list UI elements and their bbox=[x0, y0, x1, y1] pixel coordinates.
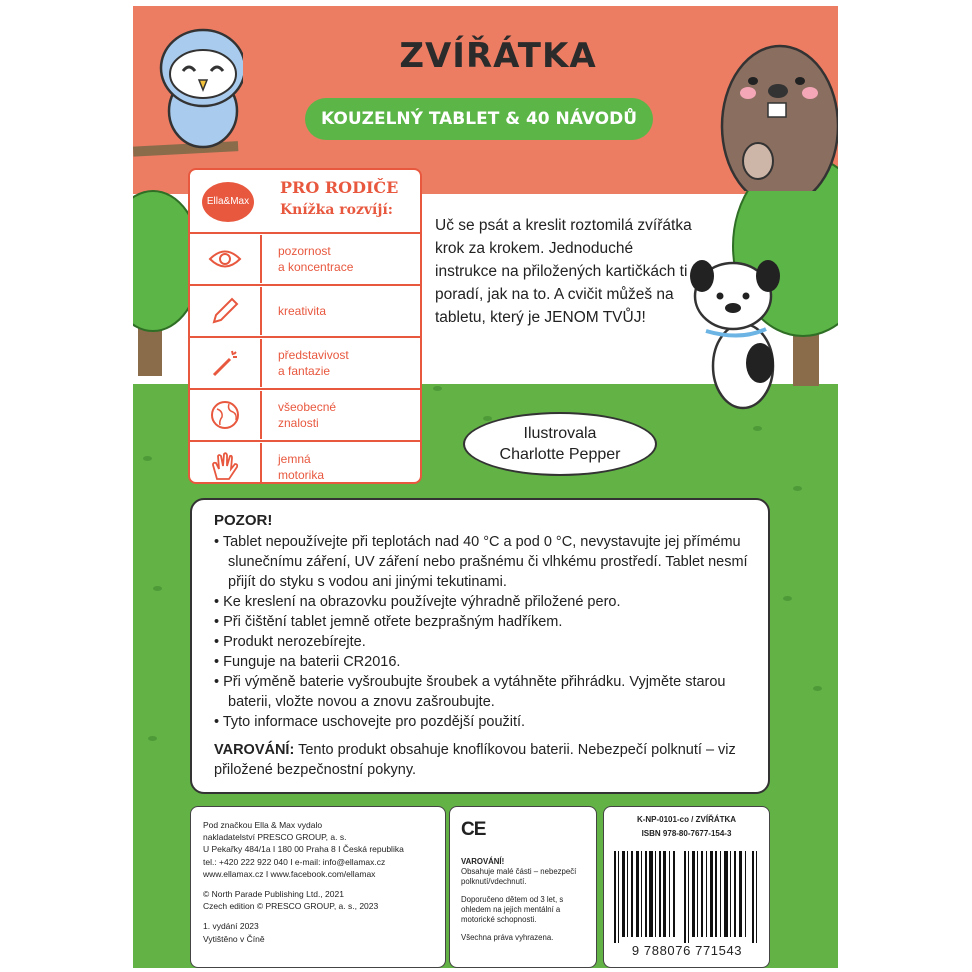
barcode bbox=[614, 851, 759, 943]
skill-row bbox=[190, 232, 420, 284]
skill-row bbox=[190, 388, 420, 440]
globe-icon bbox=[190, 391, 262, 439]
ce-info-box bbox=[449, 806, 597, 968]
list-item: • Při výměně baterie vyšroubujte šroubek a vytáhněte přihrádku. Vyjměte starou baterii, vložte novou a znovu zašroubujte. bbox=[214, 672, 754, 712]
safety-warning-box bbox=[190, 498, 770, 794]
illustrator-speech-bubble bbox=[463, 412, 657, 476]
publisher-line: Pod značkou Ella & Max vydalo bbox=[203, 820, 323, 830]
eye-icon bbox=[190, 235, 262, 283]
barcode-box bbox=[603, 806, 770, 968]
list-item: • Funguje na baterii CR2016. bbox=[214, 652, 754, 672]
parents-info-box bbox=[188, 168, 422, 484]
parents-heading: PRO RODIČE bbox=[280, 178, 399, 197]
skill-row bbox=[190, 440, 420, 484]
ce-warning-text: Obsahuje malé části – nebezpečí polknutí/vdechnutí. bbox=[461, 867, 577, 886]
caution-label: VAROVÁNÍ: bbox=[214, 742, 295, 758]
intro-text: Uč se psát a kreslit roztomilá zvířátka krok za krokem. Jednoduché instrukce na přiložených kartičkách ti poradí, jak na to. A cvičit můžeš na tabletu, který je JENOM TVŮJ! bbox=[435, 217, 692, 326]
skill-label: jemná motorika bbox=[278, 452, 325, 482]
list-item: • Produkt nerozebírejte. bbox=[214, 632, 754, 652]
list-item: • Tyto informace uschovejte pro pozdější použití. bbox=[214, 712, 754, 732]
skill-label: kreativita bbox=[278, 304, 327, 318]
publisher-line: © North Parade Publishing Ltd., 2021 bbox=[203, 889, 344, 900]
magic-wand-icon bbox=[190, 339, 262, 387]
book-title: ZVÍŘÁTKA bbox=[399, 36, 597, 76]
skill-label: všeobecné znalosti bbox=[278, 400, 337, 430]
ce-mark: CE bbox=[461, 819, 486, 840]
ce-age-text: Doporučeno dětem od 3 let, s ohledem na jejich mentální a motorické schopnosti. bbox=[461, 895, 564, 924]
list-item: • Ke kreslení na obrazovku používejte výhradně přiložené pero. bbox=[214, 592, 754, 612]
skill-row bbox=[190, 284, 420, 336]
ce-rights: Všechna práva vyhrazena. bbox=[461, 933, 554, 942]
caution-text: Tento produkt obsahuje knoflíkovou baterii. Nebezpečí polknutí – viz přiložené bezpečnostní pokyny. bbox=[214, 742, 736, 778]
product-code: K-NP-0101-co / ZVÍŘÁTKA bbox=[636, 815, 737, 824]
ce-warning-label: VAROVÁNÍ! bbox=[461, 857, 505, 866]
brand-logo: Ella&Max bbox=[202, 182, 254, 222]
warning-list bbox=[214, 532, 754, 732]
pencil-icon bbox=[190, 287, 262, 335]
list-item: • Při čištění tablet jemně otřete bezprašným hadříkem. bbox=[214, 612, 754, 632]
publisher-line: Vytištěno v Číně bbox=[203, 933, 265, 944]
hand-icon bbox=[190, 443, 262, 484]
barcode-number: 9 788076 771543 bbox=[631, 943, 743, 958]
skill-label: představivost a fantazie bbox=[278, 348, 349, 378]
subtitle-pill: KOUZELNÝ TABLET & 40 NÁVODŮ bbox=[305, 98, 653, 140]
dog-illustration bbox=[688, 251, 798, 416]
illustrator-line1: Ilustrovala bbox=[523, 425, 597, 442]
isbn: ISBN 978-80-7677-154-3 bbox=[641, 829, 732, 838]
publisher-line: Czech edition © PRESCO GROUP, a. s., 2023 bbox=[203, 901, 379, 912]
publisher-line: 1. vydání 2023 bbox=[203, 921, 259, 932]
publisher-line: tel.: +420 222 922 040 I e-mail: info@ellamax.cz bbox=[203, 856, 386, 867]
publisher-line: www.ellamax.cz I www.facebook.com/ellamax bbox=[203, 868, 376, 879]
publisher-info-box bbox=[190, 806, 446, 968]
battery-caution bbox=[214, 740, 759, 780]
publisher-line: U Pekařky 484/1a I 180 00 Praha 8 I Česká republika bbox=[203, 844, 404, 855]
parents-subheading: Knížka rozvíjí: bbox=[280, 202, 393, 218]
publisher-line: nakladatelství PRESCO GROUP, a. s. bbox=[203, 832, 347, 843]
skill-label: pozornost a koncentrace bbox=[278, 244, 354, 274]
skill-row bbox=[190, 336, 420, 388]
groundhog-illustration bbox=[718, 31, 838, 191]
book-back-cover bbox=[133, 6, 838, 968]
warning-title: POZOR! bbox=[214, 512, 273, 529]
illustrator-line2: Charlotte Pepper bbox=[499, 446, 621, 463]
owl-illustration bbox=[133, 16, 243, 176]
list-item: • Tablet nepoužívejte při teplotách nad 40 °C a pod 0 °C, nevystavujte jej přímému slunečnímu záření, UV záření nebo prašnému či vlhkému prostředí. Tablet nesmí přijít do styku s vodou ani jinými tekutinami. bbox=[214, 532, 754, 592]
